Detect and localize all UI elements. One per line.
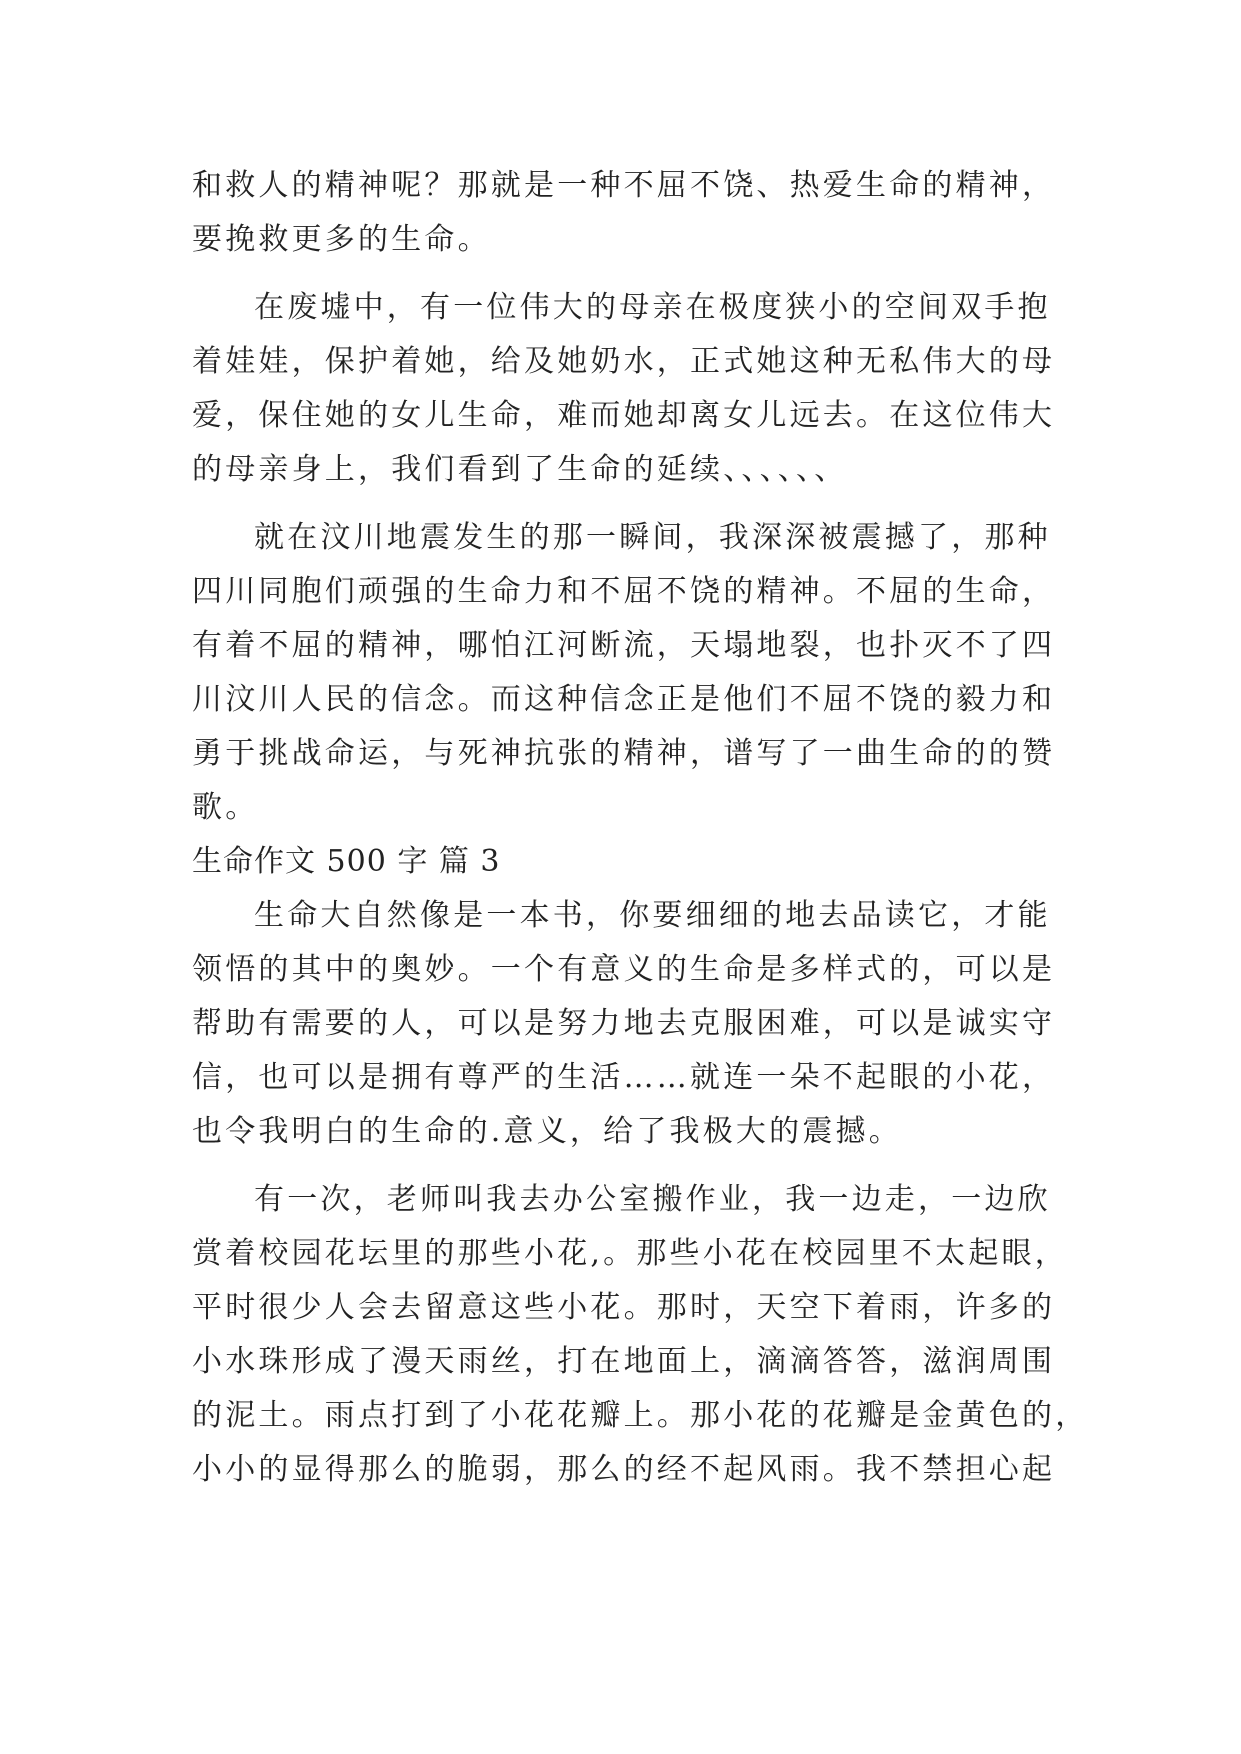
- text-line: 四川同胞们顽强的生命力和不屈不饶的精神。不屈的生命，: [192, 574, 1056, 609]
- text-line: 赏着校园花坛里的那些小花,。那些小花在校园里不太起眼，: [192, 1236, 1068, 1271]
- text-line: 的母亲身上，我们看到了生命的延续、、、、、、: [192, 452, 848, 487]
- text-line: 要挽救更多的生命。: [192, 222, 491, 257]
- text-line: 在废墟中，有一位伟大的母亲在极度狭小的空间双手抱: [254, 290, 1051, 325]
- text-line: 帮助有需要的人，可以是努力地去克服困难，可以是诚实守: [192, 1006, 1056, 1041]
- text-line: 川汶川人民的信念。而这种信念正是他们不屈不饶的毅力和: [192, 682, 1056, 717]
- document-body: [192, 159, 1089, 1497]
- text-line: 着娃娃，保护着她，给及她奶水，正式她这种无私伟大的母: [192, 344, 1056, 379]
- text-line: 平时很少人会去留意这些小花。那时，天空下着雨，许多的: [192, 1290, 1056, 1325]
- text-line: 小小的显得那么的脆弱，那么的经不起风雨。我不禁担心起: [192, 1452, 1056, 1487]
- text-line: 爱，保住她的女儿生命，难而她却离女儿远去。在这位伟大: [192, 398, 1056, 433]
- text-line: 领悟的其中的奥妙。一个有意义的生命是多样式的，可以是: [192, 952, 1056, 987]
- text-line: 就在汶川地震发生的那一瞬间，我深深被震撼了，那种: [254, 520, 1051, 555]
- text-line: 也令我明白的生命的.意义，给了我极大的震撼。: [192, 1114, 902, 1149]
- text-line: 的泥土。雨点打到了小花花瓣上。那小花的花瓣是金黄色的，: [192, 1398, 1089, 1433]
- text-line: 和救人的精神呢？那就是一种不屈不饶、热爱生命的精神，: [192, 168, 1056, 203]
- text-line: 歌。: [192, 790, 259, 825]
- section-heading: 生命作文 500 字 篇 3: [192, 844, 501, 879]
- text-line: 生命大自然像是一本书，你要细细的地去品读它，才能: [254, 898, 1051, 933]
- text-line: 有一次，老师叫我去办公室搬作业，我一边走，一边欣: [254, 1182, 1051, 1217]
- text-line: 小水珠形成了漫天雨丝，打在地面上，滴滴答答，滋润周围: [192, 1344, 1056, 1379]
- text-line: 信，也可以是拥有尊严的生活……就连一朵不起眼的小花，: [192, 1060, 1056, 1095]
- text-line: 勇于挑战命运，与死神抗张的精神，谱写了一曲生命的的赞: [192, 736, 1056, 771]
- text-line: 有着不屈的精神，哪怕江河断流，天塌地裂，也扑灭不了四: [192, 628, 1056, 663]
